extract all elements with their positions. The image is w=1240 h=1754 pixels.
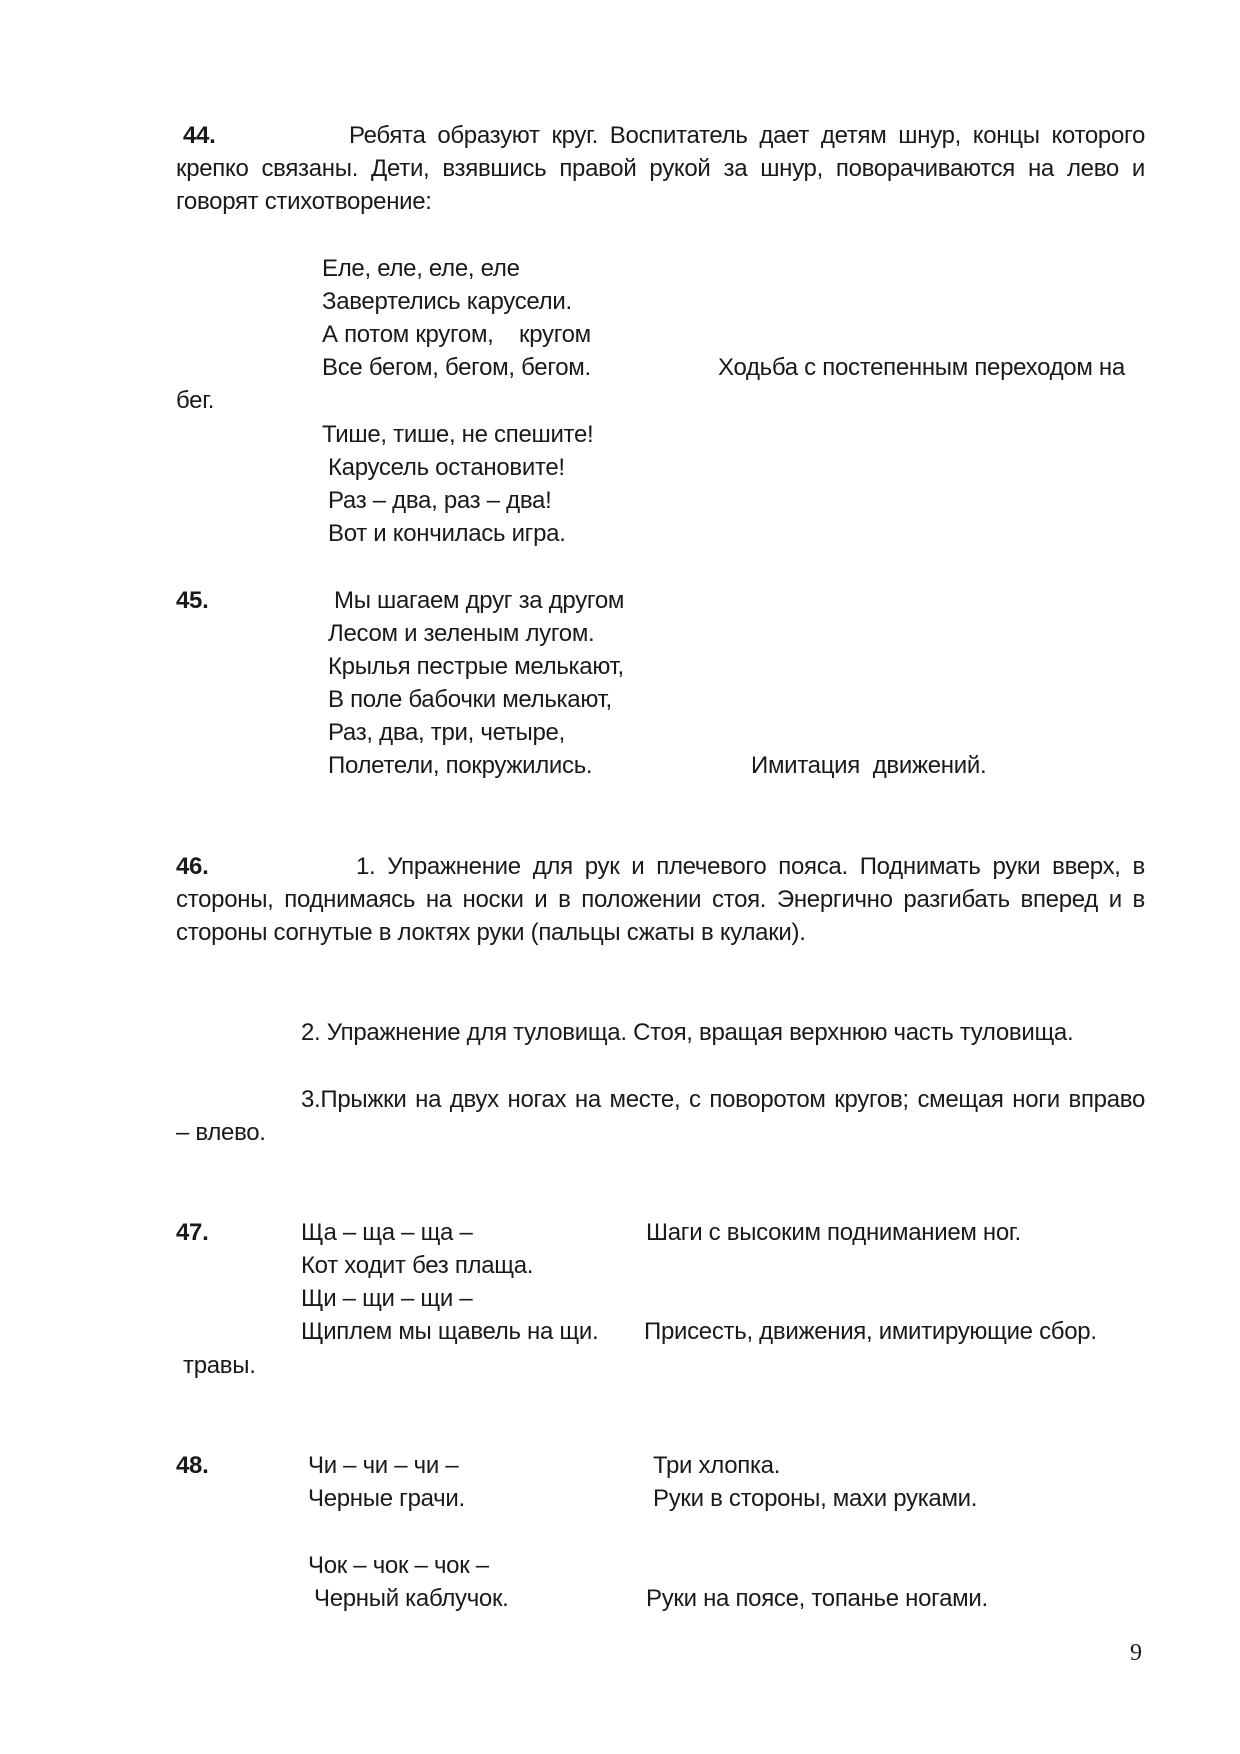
section-number-44: 44. <box>183 122 216 149</box>
s45-poem-line: В поле бабочки мелькают, <box>328 686 612 713</box>
s44-poem-line: Завертелись карусели. <box>322 288 572 315</box>
s44-poem2-line: Вот и кончилась игра. <box>328 520 566 547</box>
s46-p3-line-2: – влево. <box>176 1119 266 1146</box>
section-number-47: 47. <box>176 1219 209 1246</box>
s48-note: Руки в стороны, махи руками. <box>653 1485 978 1512</box>
section-number-46: 46. <box>176 853 209 880</box>
s44-note: Ходьба с постепенным переходом на <box>718 354 1125 381</box>
s44-poem2-line: Раз – два, раз – два! <box>328 487 552 514</box>
s46-p1-line-2: стороны, поднимаясь на носки и в положении стоя. Энергично разгибать вперед и в <box>176 886 1145 913</box>
s45-note: Имитация движений. <box>751 752 987 779</box>
s45-poem-line: Мы шагаем друг за другом <box>334 587 625 614</box>
s46-p2: 2. Упражнение для туловища. Стоя, вращая верхнюю часть туловища. <box>301 1019 1074 1046</box>
s44-line-2: крепко связаны. Дети, взявшись правой рукой за шнур, поворачиваются на лево и <box>176 155 1145 182</box>
s44-poem2-line: Карусель остановите! <box>328 454 565 481</box>
s45-poem-line: Полетели, покружились. <box>328 752 593 779</box>
s44-line-1: Ребята образуют круг. Воспитатель дает детям шнур, концы которого <box>349 122 1145 149</box>
s48-line: Чи – чи – чи – <box>308 1452 459 1479</box>
s47-line: Щи – щи – щи – <box>301 1285 473 1312</box>
s48-line: Черный каблучок. <box>314 1585 509 1612</box>
s44-poem-line: Все бегом, бегом, бегом. <box>322 354 591 381</box>
s46-p1-line-1: 1. Упражнение для рук и плечевого пояса. Поднимать руки вверх, в <box>356 853 1145 880</box>
s44-note-end: бег. <box>176 387 215 414</box>
s48-line: Черные грачи. <box>308 1485 465 1512</box>
s47-note-end: травы. <box>183 1352 256 1379</box>
s45-poem-line: Лесом и зеленым лугом. <box>328 620 595 647</box>
page-number: 9 <box>1130 1640 1142 1666</box>
s46-p3-line-1: 3.Прыжки на двух ногах на месте, с поворотом кругов; смещая ноги вправо <box>301 1086 1145 1113</box>
s48-note: Руки на поясе, топанье ногами. <box>646 1585 988 1612</box>
section-number-45: 45. <box>176 587 209 614</box>
s46-p1-line-3: стороны согнутые в локтях руки (пальцы сжаты в кулаки). <box>176 919 806 946</box>
s44-poem2-line: Тише, тише, не спешите! <box>322 421 594 448</box>
s44-poem-line: Еле, еле, еле, еле <box>322 255 520 282</box>
section-number-48: 48. <box>176 1452 209 1479</box>
s47-line: Щиплем мы щавель на щи. <box>301 1318 599 1345</box>
s47-note: Присесть, движения, имитирующие сбор. <box>644 1318 1097 1345</box>
s47-note: Шаги с высоким подниманием ног. <box>646 1219 1021 1246</box>
s48-note: Три хлопка. <box>653 1452 781 1479</box>
s44-poem-line: А потом кругом, кругом <box>322 321 591 348</box>
s44-line-3: говорят стихотворение: <box>176 188 432 215</box>
s45-poem-line: Крылья пестрые мелькают, <box>328 653 624 680</box>
s48-line: Чок – чок – чок – <box>308 1552 489 1579</box>
s45-poem-line: Раз, два, три, четыре, <box>328 719 565 746</box>
s47-line: Ща – ща – ща – <box>301 1219 473 1246</box>
s47-line: Кот ходит без плаща. <box>301 1252 534 1279</box>
